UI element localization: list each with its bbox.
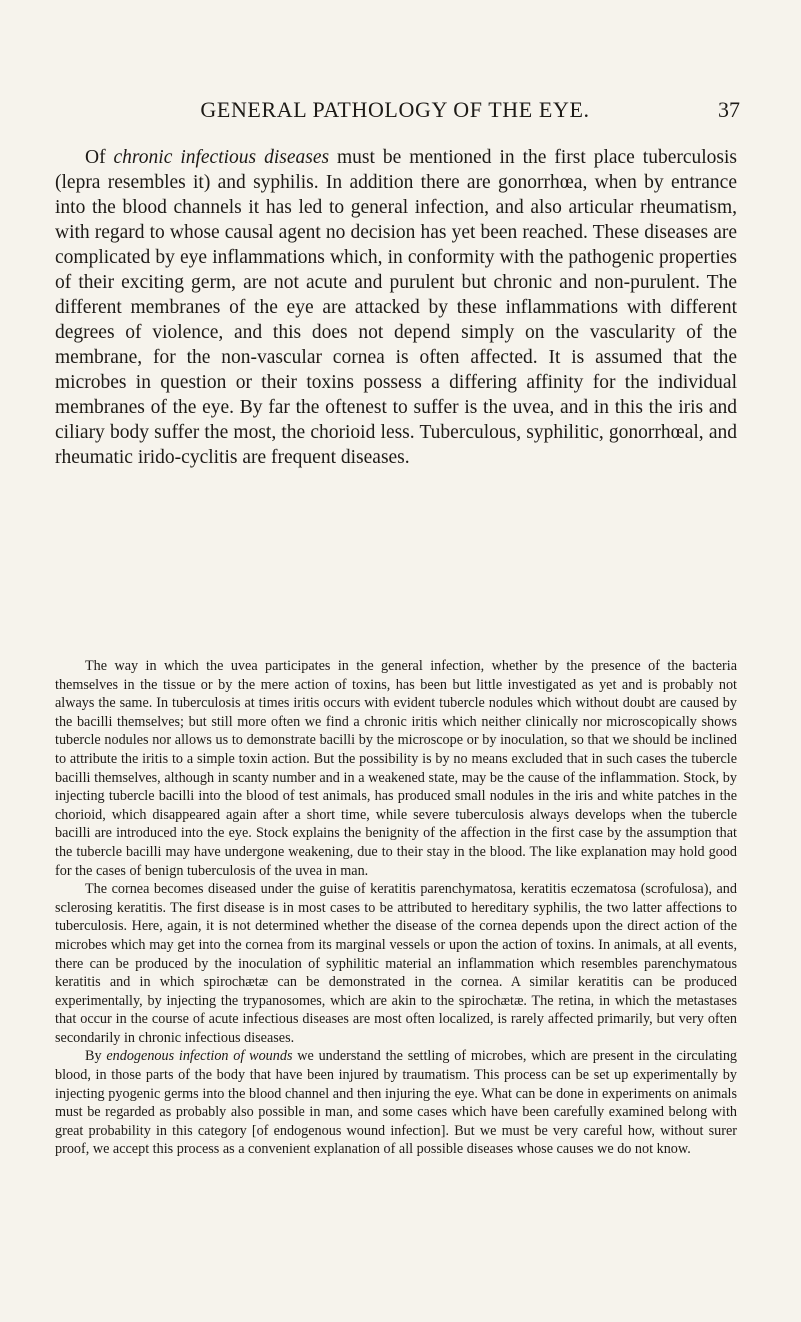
small-print-section	[55, 657, 737, 1159]
wound-paragraph-prefix: By	[85, 1048, 107, 1065]
running-head	[50, 96, 740, 124]
page-title: GENERAL PATHOLOGY OF THE EYE.	[200, 97, 590, 122]
wound-paragraph-text: we understand the settling of microbes, which are present in the circulating blood, in those parts of the body that have been injured by traumatism. This process can be set up experimentally by injecting pyogenic germs into the blood channel and then injuring the eye. What can be done in experiments on animals must be regarded as probably also possible in man, and some cases which have been carefully examined belong with great probability in this category [of endogenous wound infection]. But we must be very careful how, without surer proof, we accept this process as a convenient explanation of all possible diseases whose causes we do not know.	[55, 1048, 738, 1158]
page-number: 37	[718, 97, 740, 122]
wound-paragraph-italic: endogenous infection of wounds	[106, 1048, 293, 1065]
cornea-paragraph: The cornea becomes diseased under the guise of keratitis parenchymatosa, keratitis eczematosa (scrofulosa), and sclerosing keratitis. The first disease is in most cases to be attributed to hereditary syphilis, the two latter affections to tuberculosis. Here, again, it is not determined whether the disease of the cornea depends upon the direct action of the microbes which may get into the cornea from its marginal vessels or upon the action of toxins. In animals, at all events, there can be produced by the inoculation of syphilitic material an inflammation which resembles parenchymatous keratitis and in which spirochætæ can be demonstrated in the cornea. A similar keratitis can be produced experimentally, by injecting the trypanosomes, which are akin to the spirochætæ. The retina, in which the metastases that occur in the course of acute infectious diseases are most often localized, is rarely affected primarily, but very often secondarily in chronic infectious diseases.	[55, 881, 737, 1046]
wound-infection-paragraph	[55, 1047, 737, 1159]
lead-paragraph	[55, 145, 737, 470]
lead-paragraph-text: must be mentioned in the first place tuberculosis (lepra resembles it) and syphilis. In addition there are gonorrhœa, when by entrance into the blood channels it has led to general infection, and also articular rheumatism, with regard to whose causal agent no decision has yet been reached. These diseases are complicated by eye inflammations which, in conformity with the pathogenic properties of their exciting germ, are not acute and purulent but chronic and non-purulent. The different membranes of the eye are attacked by these inflammations with different degrees of violence, and this does not depend simply on the vascularity of the membrane, for the non-vascular cornea is often affected. It is assumed that the microbes in question or their toxins possess a differing affinity for the individual membranes of the eye. By far the oftenest to suffer is the uvea, and in this the iris and ciliary body suffer the most, the chorioid less. Tuberculous, syphilitic, gonorrhœal, and rheumatic irido-cyclitis are frequent diseases.	[55, 147, 738, 468]
uvea-paragraph: The way in which the uvea participates in the general infection, whether by the presence of the bacteria themselves in the tissue or by the mere action of toxins, has been but little investigated as yet and is probably not always the same. In tuberculosis at times iritis occurs with evident tubercle nodules which without doubt are caused by the bacilli themselves; but still more often we find a chronic iritis which neither clinically nor microscopically shows tubercle nodules nor allows us to demonstrate bacilli by the microscope or by inoculation, so that we should be inclined to attribute the iritis to a simple toxin action. But the possibility is by no means excluded that in such cases the tubercle bacilli themselves, although in scanty number and in a weakened state, may be the cause of the inflammation. Stock, by injecting tubercle bacilli into the blood of test animals, has produced small nodules in the iris and white patches in the chorioid, which disappeared again after a short time, while severe tuberculosis always develops when the tubercle bacilli are introduced into the eye. Stock explains the benignity of the affection in the first case by the assumption that the tubercle bacilli may have undergone weakening, due to their stay in the blood. The like explanation may hold good for the cases of benign tuberculosis of the uvea in man.	[55, 658, 737, 879]
lead-paragraph-prefix: Of	[85, 147, 114, 168]
lead-paragraph-italic: chronic infectious diseases	[113, 147, 330, 168]
